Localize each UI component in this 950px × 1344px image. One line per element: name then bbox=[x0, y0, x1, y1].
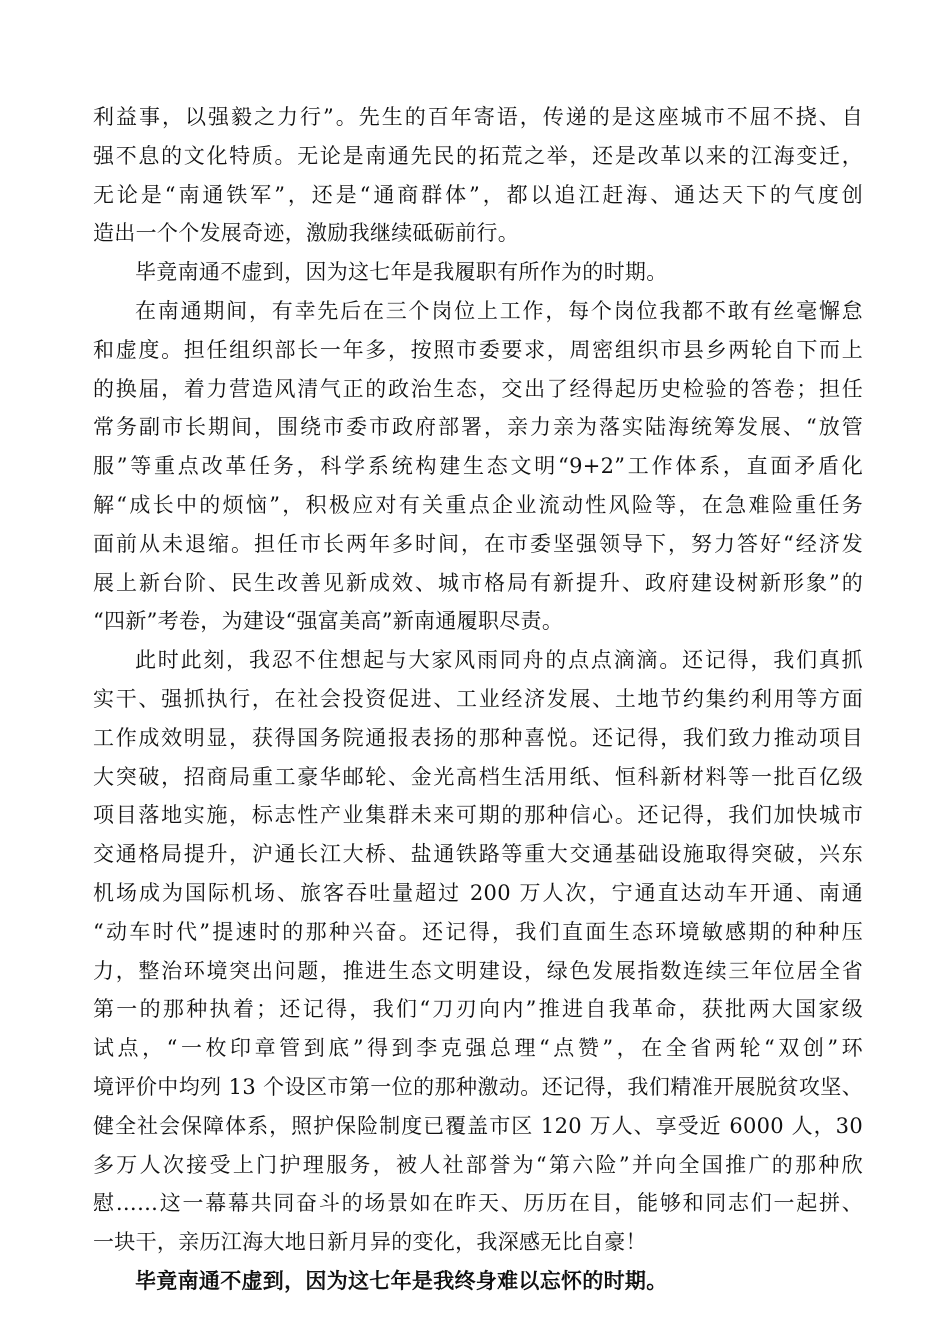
text-line: 利益事，以强毅之力行”。先生的百年寄语，传递的是这座城市不屈不挠、自 bbox=[93, 105, 863, 129]
text-line: 一块干，亲历江海大地日新月异的变化，我深感无比自豪！ bbox=[93, 1230, 647, 1255]
paragraph bbox=[93, 292, 863, 641]
text-line: “动车时代”提速时的那种兴奋。还记得，我们直面生态环境敏感期的种种压 bbox=[93, 919, 863, 944]
text-line: 实干、强抓执行，在社会投资促进、工业经济发展、土地节约集约利用等方面 bbox=[93, 686, 863, 711]
text-line: 毕竟南通不虚到，因为这七年是我履职有所作为的时期。 bbox=[135, 260, 668, 285]
text-line: 服”等重点改革任务，科学系统构建生态文明“9+2”工作体系，直面矛盾化 bbox=[93, 454, 863, 479]
text-line-bold: 毕竟南通不虚到，因为这七年是我终身难以忘怀的时期。 bbox=[135, 1267, 668, 1293]
text-line: 健全社会保障体系，照护保险制度已覆盖市区 120 万人、享受近 6000 人，30 bbox=[93, 1113, 863, 1138]
text-line: 和虚度。担任组织部长一年多，按照市委要求，周密组织市县乡两轮自下而上 bbox=[93, 337, 863, 362]
text-line: 机场成为国际机场、旅客吞吐量超过 200 万人次，宁通直达动车开通、南通 bbox=[93, 880, 863, 905]
text-line: 工作成效明显，获得国务院通报表扬的那种喜悦。还记得，我们致力推动项目 bbox=[93, 725, 863, 750]
text-line: 境评价中均列 13 个设区市第一位的那种激动。还记得，我们精准开展脱贫攻坚、 bbox=[93, 1074, 863, 1099]
text-line: 第一的那种执着；还记得，我们“刀刃向内”推进自我革命，获批两大国家级 bbox=[93, 997, 863, 1022]
text-line: 常务副市长期间，围绕市委市政府部署，亲力亲为落实陆海统筹发展、“放管 bbox=[93, 415, 863, 440]
text-line: “四新”考卷，为建设“强富美高”新南通履职尽责。 bbox=[93, 609, 564, 634]
paragraph bbox=[93, 253, 863, 292]
text-line: 造出一个个发展奇迹，激励我继续砥砺前行。 bbox=[93, 221, 519, 246]
paragraph bbox=[93, 641, 863, 1262]
text-line: 的换届，着力营造风清气正的政治生态，交出了经得起历史检验的答卷；担任 bbox=[93, 376, 863, 401]
text-line: 试点，“一枚印章管到底”得到李克强总理“点赞”，在全省两轮“双创”环 bbox=[93, 1036, 863, 1061]
text-line: 展上新台阶、民生改善见新成效、城市格局有新提升、政府建设树新形象”的 bbox=[93, 570, 863, 595]
text-line: 力，整治环境突出问题，推进生态文明建设，绿色发展指数连续三年位居全省 bbox=[93, 958, 863, 983]
text-line: 在南通期间，有幸先后在三个岗位上工作，每个岗位我都不敢有丝毫懈怠 bbox=[135, 298, 863, 323]
paragraph bbox=[93, 1262, 863, 1301]
document-body bbox=[93, 98, 863, 1301]
text-line: 解“成长中的烦恼”，积极应对有关重点企业流动性风险等，在急难险重任务 bbox=[93, 492, 863, 517]
text-line: 慰……这一幕幕共同奋斗的场景如在昨天、历历在目，能够和同志们一起拼、 bbox=[93, 1191, 863, 1216]
text-line: 大突破，招商局重工豪华邮轮、金光高档生活用纸、恒科新材料等一批百亿级 bbox=[93, 764, 863, 789]
text-line: 交通格局提升，沪通长江大桥、盐通铁路等重大交通基础设施取得突破，兴东 bbox=[93, 842, 863, 867]
text-line: 面前从未退缩。担任市长两年多时间，在市委坚强领导下，努力答好“经济发 bbox=[93, 531, 863, 556]
paragraph bbox=[93, 98, 863, 253]
text-line: 此时此刻，我忍不住想起与大家风雨同舟的点点滴滴。还记得，我们真抓 bbox=[135, 648, 863, 673]
text-line: 无论是“南通铁军”，还是“通商群体”，都以追江赶海、通达天下的气度创 bbox=[93, 182, 863, 207]
text-line: 强不息的文化特质。无论是南通先民的拓荒之举，还是改革以来的江海变迁， bbox=[93, 143, 863, 168]
text-line: 多万人次接受上门护理服务，被人社部誉为“第六险”并向全国推广的那种欣 bbox=[93, 1152, 863, 1177]
text-line: 项目落地实施，标志性产业集群未来可期的那种信心。还记得，我们加快城市 bbox=[93, 803, 863, 828]
